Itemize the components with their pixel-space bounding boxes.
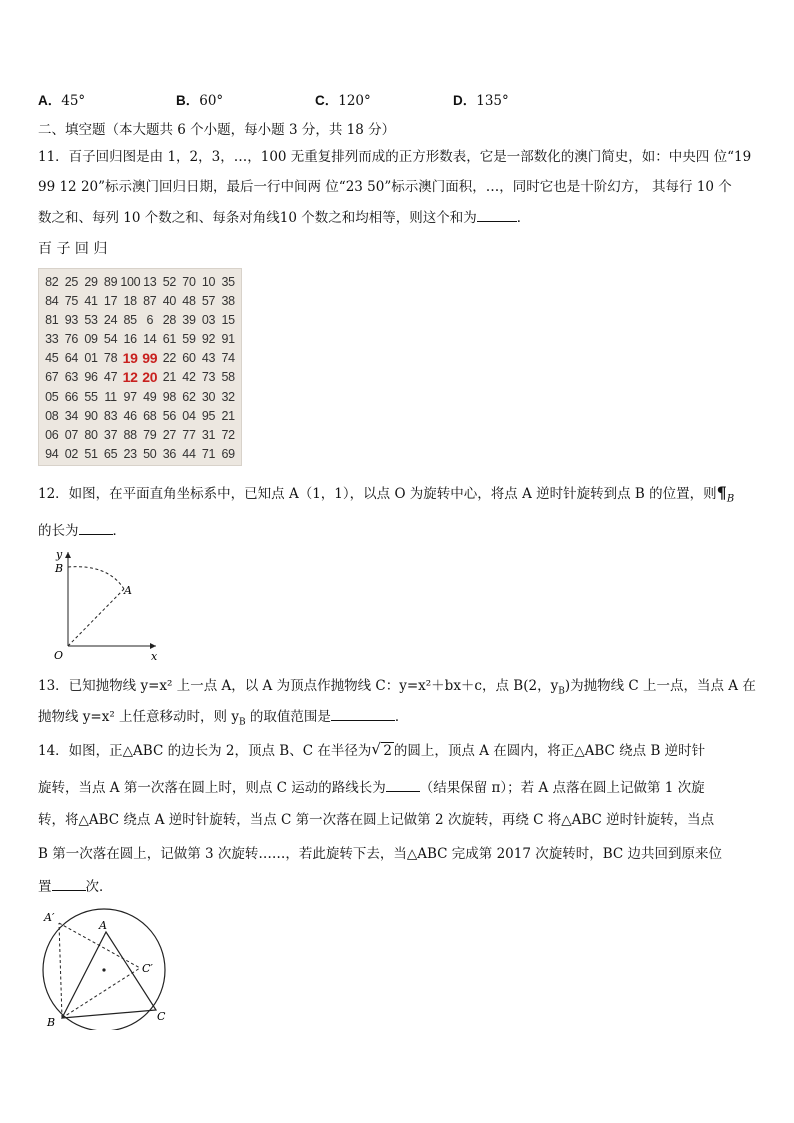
q14-line5: 置 次．: [38, 876, 113, 896]
option-b: B．60°: [176, 93, 224, 109]
grid-cell: 99: [142, 350, 158, 367]
grid-cell: 28: [162, 313, 177, 328]
grid-cell: 81: [45, 313, 59, 328]
hundred-numbers-grid-image: [38, 268, 242, 466]
q13-answer-blank[interactable]: [331, 706, 395, 721]
segment-bc1: [62, 968, 140, 1018]
grid-cell: 41: [84, 294, 98, 309]
grid-cell: 08: [45, 408, 59, 423]
grid-cell: 03: [201, 313, 216, 328]
grid-cell: 92: [201, 332, 216, 347]
grid-cell: 89: [103, 275, 118, 289]
grid-cell: 35: [221, 275, 235, 289]
rotation-arc: [68, 567, 124, 589]
grid-cell: 01: [84, 351, 98, 366]
section-title: 二、填空题（本大题共 6 个小题，每小题 3 分，共 18 分）: [38, 122, 396, 138]
q14-line4: B 第一次落在圆上，记做第 3 次旋转……，若此旋转下去，当△ABC 完成第 2017 次旋转时，BC 边共回到原来位: [38, 846, 723, 862]
grid-cell: 63: [64, 370, 79, 385]
point-b-label: B: [55, 562, 64, 575]
grid-cell: 09: [84, 332, 98, 347]
q11-line1: 11．百子回归图是由 1，2，3，…，100 无重复排列而成的正方形数表，它是一部数化的澳门简史，如：中央四 位“19: [38, 149, 752, 165]
q11-line3: 数之和、每列 10 个数之和、每条对角线10 个数之和均相等，则这个和为 ．: [38, 207, 530, 227]
circle-center-dot: [102, 968, 105, 971]
grid-cell: 13: [143, 275, 157, 289]
option-d: D．135°: [453, 93, 509, 109]
grid-cell: 90: [84, 408, 98, 423]
grid-cell: 77: [182, 427, 196, 442]
origin-label: O: [54, 649, 64, 662]
grid-cell: 44: [182, 446, 196, 461]
number-grid: [42, 273, 238, 464]
grid-cell: 79: [143, 427, 157, 442]
point-c-label: C: [157, 1010, 166, 1023]
grid-cell: 06: [45, 427, 59, 442]
y-label: y: [56, 548, 63, 561]
q14-line2: 旋转，当点 A 第一次落在圆上时，则点 C 运动的路线长为 （结果保留 π）；若 A 点落在圆上记做第 1 次旋: [38, 777, 705, 797]
q14-line1: 14．如图，正△ABC 的边长为 2，顶点 B、C 在半径为 √ 2 的圆上，顶点 A 在圆内，将正△ABC 绕点 B 逆时针: [38, 740, 706, 759]
grid-cell: 95: [201, 408, 216, 423]
y-axis-arrow: [65, 552, 71, 558]
grid-cell: 60: [182, 351, 196, 366]
grid-cell: 47: [103, 370, 118, 385]
point-c1-label: C′: [142, 962, 153, 975]
grid-cell: 37: [103, 427, 118, 442]
q14-answer-blank-2[interactable]: [52, 876, 86, 891]
point-a-label: A: [124, 584, 132, 597]
segment-ba1: [59, 923, 62, 1018]
q11-answer-blank[interactable]: [477, 207, 517, 222]
grid-cell: 82: [45, 275, 59, 289]
q11-line2: 99 12 20”标示澳门回归日期，最后一行中间两 位“23 50”标示澳门面积，…，同时它也是十阶幻方， 其每行 10 个: [38, 179, 732, 195]
grid-cell: 54: [103, 332, 118, 347]
grid-cell: 76: [64, 332, 79, 347]
q13-line2: 抛物线 y=x² 上任意移动时，则 $y_B$ 的取值范围是 ．: [38, 706, 408, 732]
grid-cell: 40: [162, 294, 177, 309]
grid-cell: 05: [45, 389, 59, 404]
grid-cell: 39: [182, 313, 196, 328]
grid-cell: 29: [84, 275, 98, 289]
grid-cell: 61: [162, 332, 177, 347]
grid-cell: 74: [221, 351, 235, 366]
grid-cell: 78: [103, 351, 118, 366]
grid-cell: 31: [201, 427, 216, 442]
grid-cell: 73: [201, 370, 216, 385]
grid-cell: 85: [123, 313, 137, 328]
grid-cell: 34: [64, 408, 79, 423]
grid-cell: 94: [45, 446, 59, 461]
grid-cell: 21: [221, 408, 235, 423]
point-a-label: A: [99, 919, 107, 932]
grid-cell: 62: [182, 389, 196, 404]
grid-cell: 10: [201, 275, 216, 289]
grid-cell: 25: [64, 275, 79, 289]
grid-cell: 02: [64, 446, 79, 461]
grid-cell: 100: [120, 275, 141, 289]
grid-cell: 11: [104, 389, 117, 404]
grid-cell: 21: [162, 370, 177, 385]
grid-cell: 32: [221, 389, 235, 404]
q14-circle-triangle-figure: [36, 906, 186, 1030]
grid-cell: 33: [45, 332, 59, 347]
grid-cell: 88: [123, 427, 137, 442]
grid-cell: 59: [182, 332, 196, 347]
grid-cell: 70: [182, 275, 196, 289]
sqrt-expression: √ 2: [371, 740, 392, 759]
grid-cell: 66: [64, 389, 79, 404]
grid-cell: 91: [221, 332, 235, 347]
grid-cell: 14: [143, 332, 157, 347]
grid-cell: 67: [45, 370, 59, 385]
grid-cell: 53: [84, 313, 98, 328]
grid-cell: 84: [45, 294, 59, 309]
grid-cell: 97: [123, 389, 137, 404]
grid-cell: 98: [162, 389, 177, 404]
grid-cell: 38: [221, 294, 235, 309]
q12-line2: 的长为 ．: [38, 520, 126, 540]
grid-cell: 22: [162, 351, 177, 366]
q12-line1: 12．如图，在平面直角坐标系中，已知点 A（1，1），以点 O 为旋转中心，将点 A 逆时针旋转到点 B 的位置，则$\P_B$: [38, 483, 735, 505]
arc-symbol: ¶: [716, 483, 727, 502]
grid-cell: 96: [84, 370, 98, 385]
q11-figure-title: 百 子 回 归: [38, 241, 108, 257]
x-label: x: [151, 650, 158, 663]
grid-cell: 30: [201, 389, 216, 404]
point-b-label: B: [47, 1016, 56, 1029]
option-c: C．120°: [315, 93, 371, 109]
grid-cell: 17: [103, 294, 118, 309]
grid-cell: 80: [84, 427, 98, 442]
grid-cell: 07: [64, 427, 79, 442]
q14-answer-blank-1[interactable]: [386, 777, 420, 792]
grid-cell: 55: [84, 389, 98, 404]
grid-cell: 93: [64, 313, 79, 328]
q12-answer-blank[interactable]: [79, 520, 113, 535]
segment-oa: [68, 589, 124, 646]
grid-cell: 46: [123, 408, 137, 423]
grid-cell: 87: [143, 294, 157, 309]
grid-cell: 27: [162, 427, 177, 442]
grid-cell: 83: [103, 408, 118, 423]
grid-cell: 15: [221, 313, 235, 328]
grid-cell: 72: [221, 427, 235, 442]
grid-cell: 23: [123, 446, 137, 461]
option-a: A．45°: [38, 93, 86, 109]
grid-cell: 24: [103, 313, 118, 328]
grid-cell: 43: [201, 351, 216, 366]
grid-cell: 68: [143, 408, 157, 423]
grid-cell: 04: [182, 408, 196, 423]
grid-cell: 64: [64, 351, 79, 366]
q12-coordinate-figure: [38, 546, 164, 666]
grid-cell: 16: [123, 332, 137, 347]
q14-line3: 转，将△ABC 绕点 A 逆时针旋转，当点 C 第一次落在圆上记做第 2 次旋转，再绕 C 将△ABC 逆时针旋转，当点: [38, 812, 715, 828]
grid-cell: 12: [122, 369, 138, 386]
grid-cell: 45: [45, 351, 59, 366]
grid-cell: 65: [103, 446, 118, 461]
grid-cell: 6: [146, 313, 154, 328]
grid-cell: 51: [84, 446, 98, 461]
grid-cell: 69: [221, 446, 235, 461]
triangle-abc: [62, 932, 156, 1018]
q13-line1: 13．已知抛物线 y=x² 上一点 A，以 A 为顶点作抛物线 C：y=x²＋bx＋c，点 B(2，$y_B$)为抛物线 C 上一点，当点 A 在: [38, 678, 756, 697]
grid-cell: 75: [64, 294, 79, 309]
grid-cell: 19: [122, 350, 138, 367]
grid-cell: 36: [162, 446, 177, 461]
grid-cell: 49: [143, 389, 157, 404]
grid-cell: 42: [182, 370, 196, 385]
grid-cell: 56: [162, 408, 177, 423]
grid-cell: 58: [221, 370, 235, 385]
grid-cell: 18: [123, 294, 137, 309]
grid-cell: 50: [143, 446, 157, 461]
grid-cell: 20: [142, 369, 158, 386]
point-a1-label: A′: [44, 911, 55, 924]
grid-cell: 71: [201, 446, 216, 461]
grid-cell: 57: [201, 294, 216, 309]
grid-cell: 48: [182, 294, 196, 309]
grid-cell: 52: [162, 275, 177, 289]
x-axis-arrow: [150, 643, 156, 649]
